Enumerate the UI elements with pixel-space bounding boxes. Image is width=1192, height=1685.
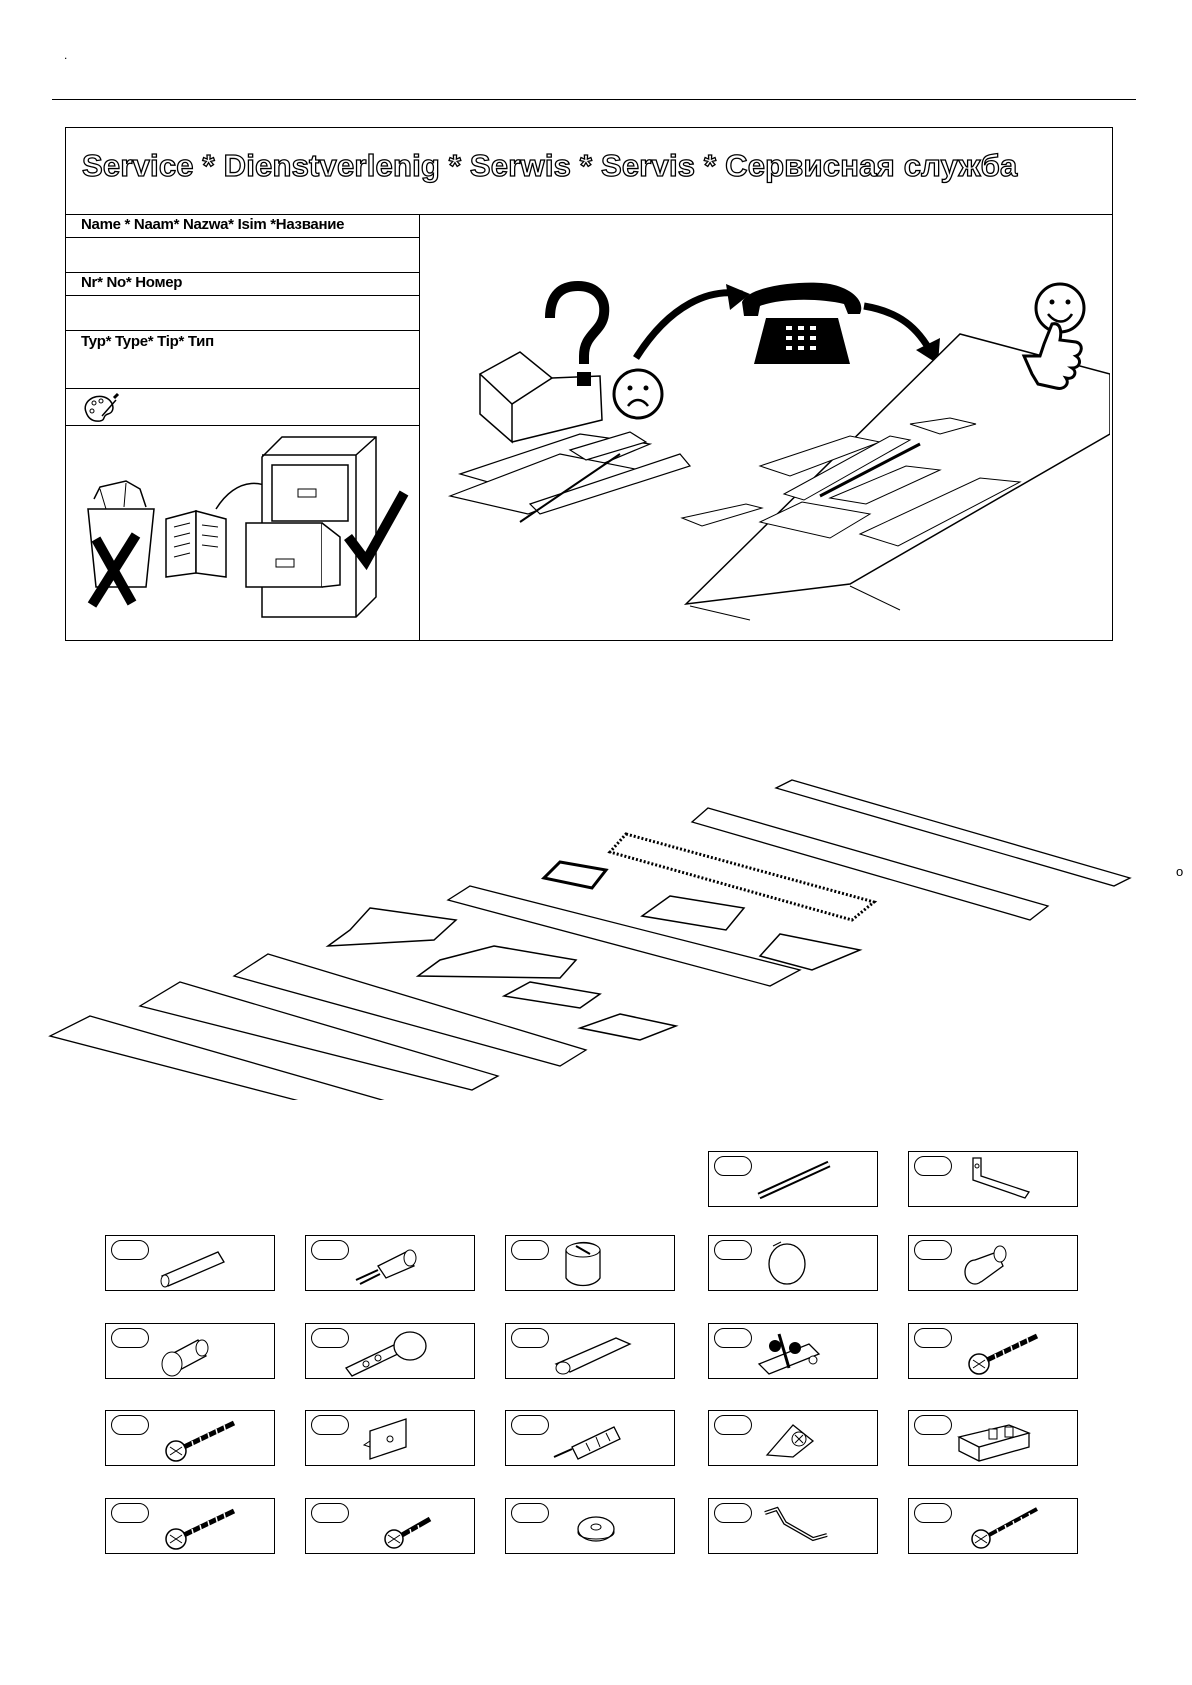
nr-label: Nr* No* Номер <box>81 274 183 291</box>
corner-mark: . <box>64 48 68 62</box>
plastic-foot-icon <box>909 1411 1077 1465</box>
hardware-item <box>105 1235 275 1291</box>
hardware-item <box>908 1323 1078 1379</box>
panel-drawer-c <box>504 982 600 1008</box>
screw-icon <box>106 1499 274 1553</box>
palette-icon <box>80 390 120 426</box>
hardware-item <box>305 1235 475 1291</box>
hardware-item <box>505 1498 675 1554</box>
hardware-item <box>505 1410 675 1466</box>
panel-top <box>776 780 1130 886</box>
long-screw-icon <box>909 1499 1077 1553</box>
service-form <box>66 214 420 640</box>
hardware-item <box>908 1235 1078 1291</box>
hardware-item <box>708 1235 878 1291</box>
color-row <box>66 388 419 426</box>
angle-bracket-icon <box>909 1152 1077 1206</box>
nr-field[interactable] <box>66 295 419 331</box>
service-box <box>65 127 1113 641</box>
hardware-item <box>305 1323 475 1379</box>
keep-manual-illustration <box>66 427 419 639</box>
hardware-item <box>305 1498 475 1554</box>
type-label: Typ* Type* Tip* Тип <box>81 333 214 350</box>
hardware-item <box>505 1323 675 1379</box>
plate-connector-icon <box>306 1411 474 1465</box>
question-mark-icon <box>550 286 604 386</box>
happy-face-icon <box>1036 284 1084 332</box>
telephone-icon <box>742 283 861 364</box>
panels-overview <box>0 770 1192 1100</box>
panel-drawer-b <box>418 946 576 978</box>
service-title: Service * Dienstverlenig * Serwis * Servis * Сервисная служба <box>82 148 1018 183</box>
hardware-item <box>105 1323 275 1379</box>
hardware-item <box>708 1410 878 1466</box>
manual-booklet-icon <box>166 511 226 577</box>
short-screw-icon <box>306 1499 474 1553</box>
hardware-item <box>908 1410 1078 1466</box>
hardware-item <box>908 1498 1078 1554</box>
panel-drawer-a <box>328 908 456 946</box>
handle-icon <box>506 1324 674 1378</box>
shelf-pin-icon <box>909 1236 1077 1290</box>
side-mark: o <box>1176 864 1184 879</box>
hardware-item <box>105 1498 275 1554</box>
name-label-row <box>66 214 419 238</box>
cam-lock-icon <box>506 1236 674 1290</box>
hardware-item <box>708 1498 878 1554</box>
wood-dowel-icon <box>106 1236 274 1290</box>
nr-label-row <box>66 272 419 296</box>
panel-small-a <box>642 896 744 930</box>
washer-icon <box>506 1499 674 1553</box>
hardware-item <box>708 1151 878 1207</box>
hardware-item <box>105 1410 275 1466</box>
panel-glass <box>544 862 606 888</box>
sad-face-icon <box>614 370 662 418</box>
header-rule <box>52 99 1136 100</box>
filing-cabinet-icon <box>246 437 376 617</box>
mounting-plate-icon <box>709 1324 877 1378</box>
cam-bolt-icon <box>306 1236 474 1290</box>
hinge-icon <box>306 1324 474 1378</box>
service-call-illustration <box>420 214 1110 640</box>
cover-cap-icon <box>709 1236 877 1290</box>
hex-key-icon <box>709 1499 877 1553</box>
trash-bin-icon <box>88 481 154 587</box>
hardware-item <box>305 1410 475 1466</box>
name-label: Name * Naam* Nazwa* Isim *Название <box>81 216 345 233</box>
hardware-item <box>908 1151 1078 1207</box>
hardware-item <box>505 1235 675 1291</box>
panel-small-c <box>580 1014 676 1040</box>
screw-icon <box>909 1324 1077 1378</box>
type-field[interactable] <box>66 330 419 389</box>
hardware-item <box>708 1323 878 1379</box>
name-field[interactable] <box>66 237 419 273</box>
wall-plug-icon <box>506 1411 674 1465</box>
sleeve-icon <box>106 1324 274 1378</box>
rod-icon <box>709 1152 877 1206</box>
screw-icon <box>106 1411 274 1465</box>
corner-block-icon <box>709 1411 877 1465</box>
